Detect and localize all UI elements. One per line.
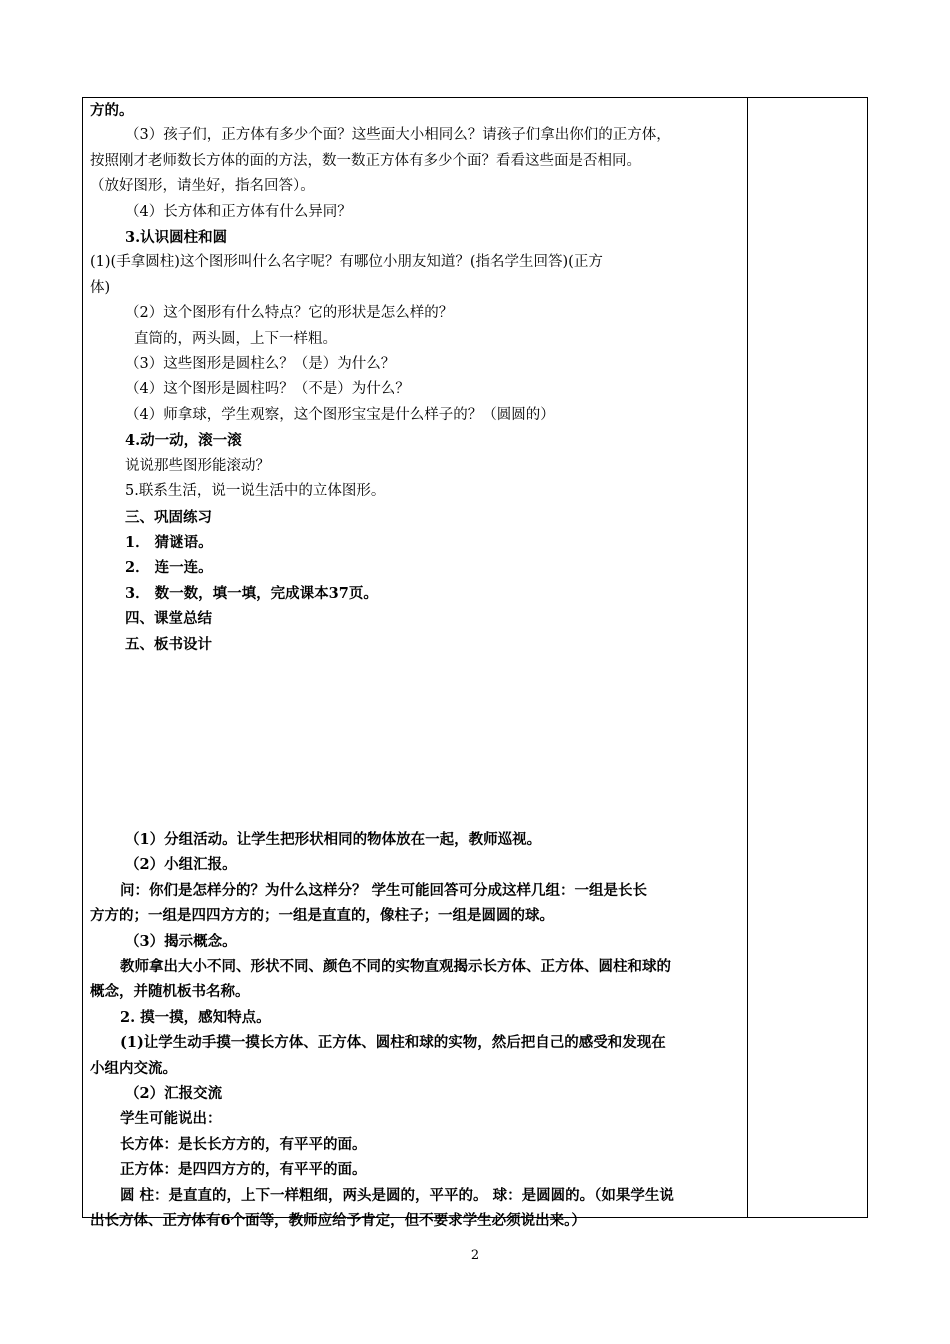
text-line: （放好图形，请坐好，指名回答）。 bbox=[90, 178, 315, 195]
text-line: 长方体：是长长方方的，有平平的面。 bbox=[120, 1135, 367, 1153]
text-line: （4）长方体和正方体有什么异同？ bbox=[125, 203, 352, 220]
text-line: （4）师拿球，学生观察，这个图形宝宝是什么样子的？（圆圆的） bbox=[125, 406, 555, 423]
text-line: 3.认识圆柱和圆 bbox=[125, 229, 228, 247]
text-line: 5.联系生活，说一说生活中的立体图形。 bbox=[125, 483, 386, 500]
text-line: 2. 摸一摸，感知特点。 bbox=[120, 1008, 271, 1026]
text-line: 方方的；一组是四四方方的；一组是直直的，像柱子；一组是圆圆的球。 bbox=[90, 907, 554, 925]
text-line: （3）揭示概念。 bbox=[125, 932, 237, 950]
text-line: （3）这些图形是圆柱么？（是）为什么？ bbox=[125, 356, 396, 373]
lesson-content-cell bbox=[90, 98, 744, 1233]
text-line: （2）这个图形有什么特点？它的形状是怎么样的？ bbox=[125, 305, 454, 322]
column-divider bbox=[747, 98, 748, 1217]
text-line: 圆 柱：是直直的，上下一样粗细，两头是圆的，平平的。 球：是圆圆的。（如果学生说 bbox=[120, 1186, 674, 1204]
text-line: （3）孩子们，正方体有多少个面？这些面大小相同么？请孩子们拿出你们的正方体， bbox=[125, 127, 671, 144]
text-line: 方的。 bbox=[90, 102, 134, 119]
text-line: 出长方体、正方体有6个面等，教师应给予肯定，但不要求学生必须说出来。） bbox=[90, 1212, 586, 1230]
text-line: （1）分组活动。让学生把形状相同的物体放在一起，教师巡视。 bbox=[125, 830, 542, 848]
text-line: （2）汇报交流 bbox=[125, 1085, 223, 1102]
text-line: （4）这个图形是圆柱吗？（不是）为什么？ bbox=[125, 381, 410, 398]
text-line: 直筒的，两头圆，上下一样粗。 bbox=[134, 330, 337, 347]
text-line: 说说那些图形能滚动？ bbox=[125, 457, 270, 474]
text-line: 按照刚才老师数长方体的面的方法，数一数正方体有多少个面？看看这些面是否相同。 bbox=[90, 152, 641, 169]
lesson-steps-block bbox=[90, 98, 744, 657]
lesson-table bbox=[82, 97, 868, 1230]
text-line: (1)(手拿圆柱)这个图形叫什么名字呢？有哪位小朋友知道？(指名学生回答)(正方 bbox=[90, 254, 603, 271]
text-line: 小组内交流。 bbox=[90, 1059, 177, 1077]
text-line: 正方体：是四四方方的，有平平的面。 bbox=[120, 1161, 367, 1179]
text-line: 概念，并随机板书名称。 bbox=[90, 983, 250, 1001]
text-line: 4.动一动，滚一滚 bbox=[125, 432, 242, 450]
text-line: （2）小组汇报。 bbox=[125, 856, 237, 874]
blackboard-design-space bbox=[90, 657, 744, 827]
text-line: 1． 猜谜语。 bbox=[125, 533, 213, 551]
text-line: 3． 数一数，填一填，完成课本37页。 bbox=[125, 584, 378, 602]
text-line: 教师拿出大小不同、形状不同、颜色不同的实物直观揭示长方体、正方体、圆柱和球的 bbox=[120, 957, 671, 975]
text-line: 三、巩固练习 bbox=[125, 508, 212, 526]
text-line: 2． 连一连。 bbox=[125, 559, 213, 577]
text-line: (1)让学生动手摸一摸长方体、正方体、圆柱和球的实物，然后把自己的感受和发现在 bbox=[120, 1034, 666, 1052]
text-line: 体) bbox=[90, 279, 111, 296]
text-line: 学生可能说出： bbox=[120, 1110, 222, 1128]
activity-notes-block bbox=[90, 827, 744, 1234]
page-number: 2 bbox=[470, 1248, 480, 1263]
text-line: 问：你们是怎样分的？为什么这样分？ 学生可能回答可分成这样几组：一组是长长 bbox=[120, 881, 648, 899]
text-line: 五、板书设计 bbox=[125, 635, 212, 653]
text-line: 四、课堂总结 bbox=[125, 610, 212, 628]
